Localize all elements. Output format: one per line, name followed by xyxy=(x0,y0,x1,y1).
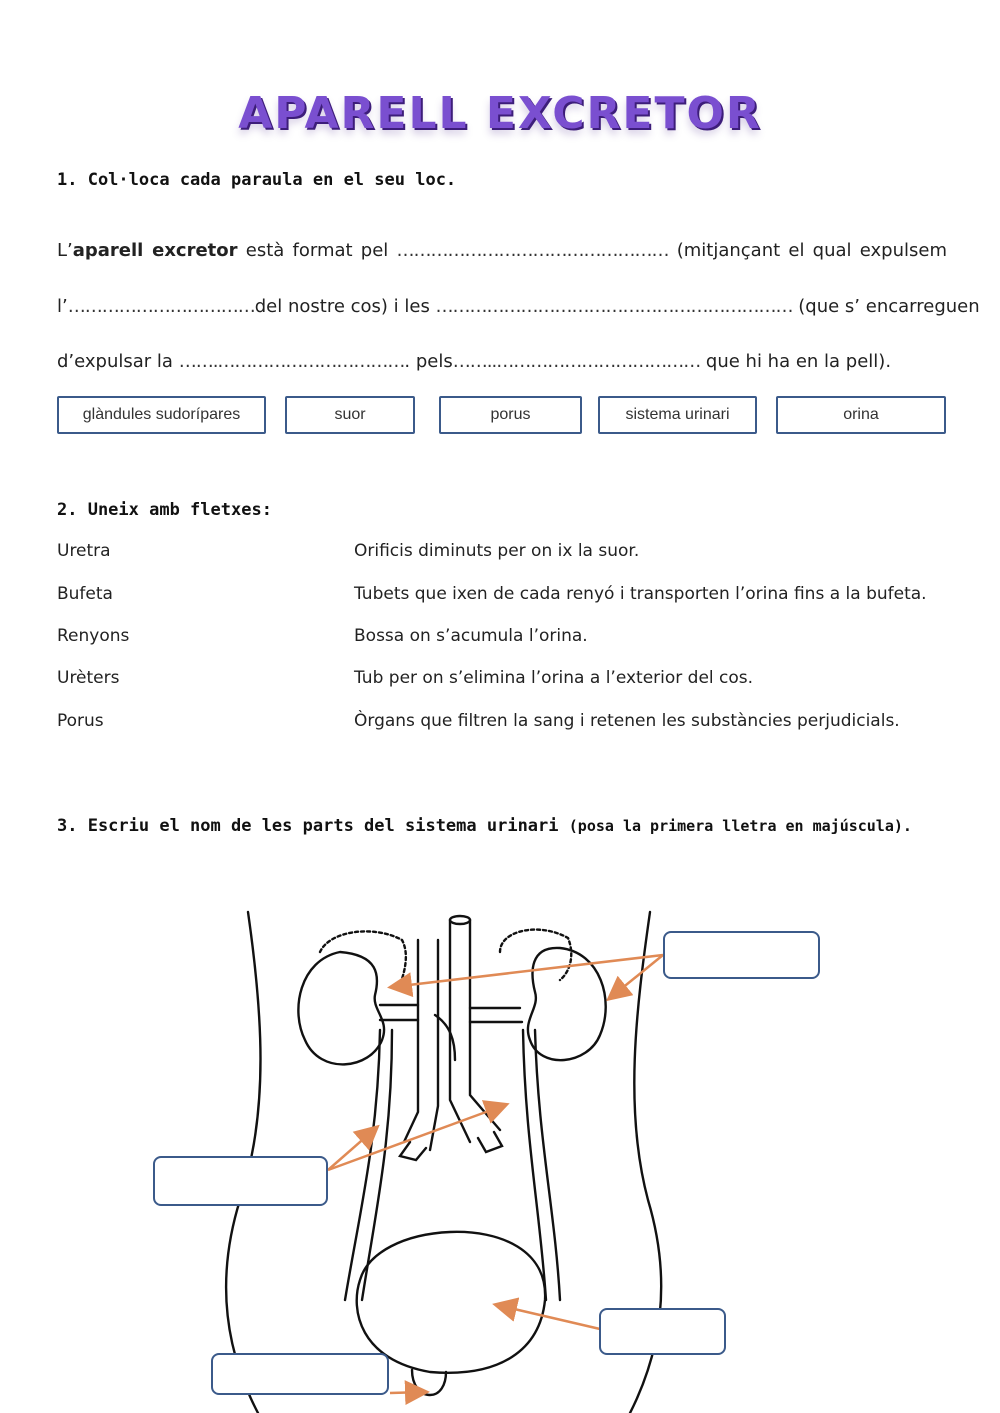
fill-line-3: d’expulsar la …….……………………………. pels……..……………………………… que hi ha en la pell). xyxy=(57,351,892,372)
urinary-system-diagram xyxy=(0,880,1000,1413)
fill-line-2: l’……………………………del nostre cos) i les ……………………………………………………… (que s’ encarreguen xyxy=(57,296,980,317)
exercise3-heading: 3. Escriu el nom de les parts del sistema urinari (posa la primera lletra en majúscula). xyxy=(57,816,912,836)
answer-box-kidneys[interactable] xyxy=(663,931,820,979)
match-right-item[interactable]: Tub per on s’elimina l’orina a l’exterior del cos. xyxy=(354,668,754,688)
answer-box-urethra[interactable] xyxy=(211,1353,389,1395)
word-box-porus[interactable]: porus xyxy=(439,396,582,434)
answer-box-bladder[interactable] xyxy=(599,1308,726,1355)
match-right-item[interactable]: Òrgans que filtren la sang i retenen les substàncies perjudicials. xyxy=(354,711,900,731)
match-left-item[interactable]: Renyons xyxy=(57,626,130,646)
right-ureter xyxy=(523,1030,560,1300)
match-right-item[interactable]: Bossa on s’acumula l’orina. xyxy=(354,626,588,646)
bladder xyxy=(357,1232,545,1373)
answer-box-ureters[interactable] xyxy=(153,1156,328,1206)
blank-1[interactable]: ………………………………………… xyxy=(396,240,669,261)
arrow-kidney-left xyxy=(392,955,663,987)
word-box-glandules[interactable]: glàndules sudorípares xyxy=(57,396,266,434)
vena-cava xyxy=(404,940,438,1150)
match-left-item[interactable]: Urèters xyxy=(57,668,120,688)
page-title: APARELL EXCRETOR xyxy=(238,88,762,139)
exercise3-note: (posa la primera lletra en majúscula). xyxy=(568,817,912,835)
blank-5[interactable]: ……..……………………………… xyxy=(452,351,701,372)
blank-4[interactable]: …….…………………………… xyxy=(178,351,405,372)
blank-3[interactable]: ……………………………………………………… xyxy=(435,296,793,317)
exercise2-heading: 2. Uneix amb fletxes: xyxy=(57,500,272,520)
match-left-item[interactable]: Bufeta xyxy=(57,584,113,604)
word-box-sistema-urinari[interactable]: sistema urinari xyxy=(598,396,757,434)
match-left-item[interactable]: Porus xyxy=(57,711,104,731)
match-right-item[interactable]: Orificis diminuts per on ix la suor. xyxy=(354,541,640,561)
left-kidney xyxy=(298,952,384,1064)
word-box-orina[interactable]: orina xyxy=(776,396,946,434)
exercise1-heading: 1. Col·loca cada paraula en el seu loc. xyxy=(57,170,457,190)
fill-line-1: L’aparell excretor està format pel ………………………………………… (mitjançant el qual expulsem xyxy=(57,240,948,261)
left-ureter xyxy=(345,1030,392,1300)
blank-2[interactable]: …………………………… xyxy=(67,296,255,317)
match-left-item[interactable]: Uretra xyxy=(57,541,111,561)
arrow-bladder xyxy=(497,1305,600,1329)
arrow-urethra xyxy=(390,1392,425,1393)
word-box-suor[interactable]: suor xyxy=(285,396,415,434)
right-kidney xyxy=(528,948,606,1060)
match-right-item[interactable]: Tubets que ixen de cada renyó i transporten l’orina fins a la bufeta. xyxy=(354,584,927,604)
